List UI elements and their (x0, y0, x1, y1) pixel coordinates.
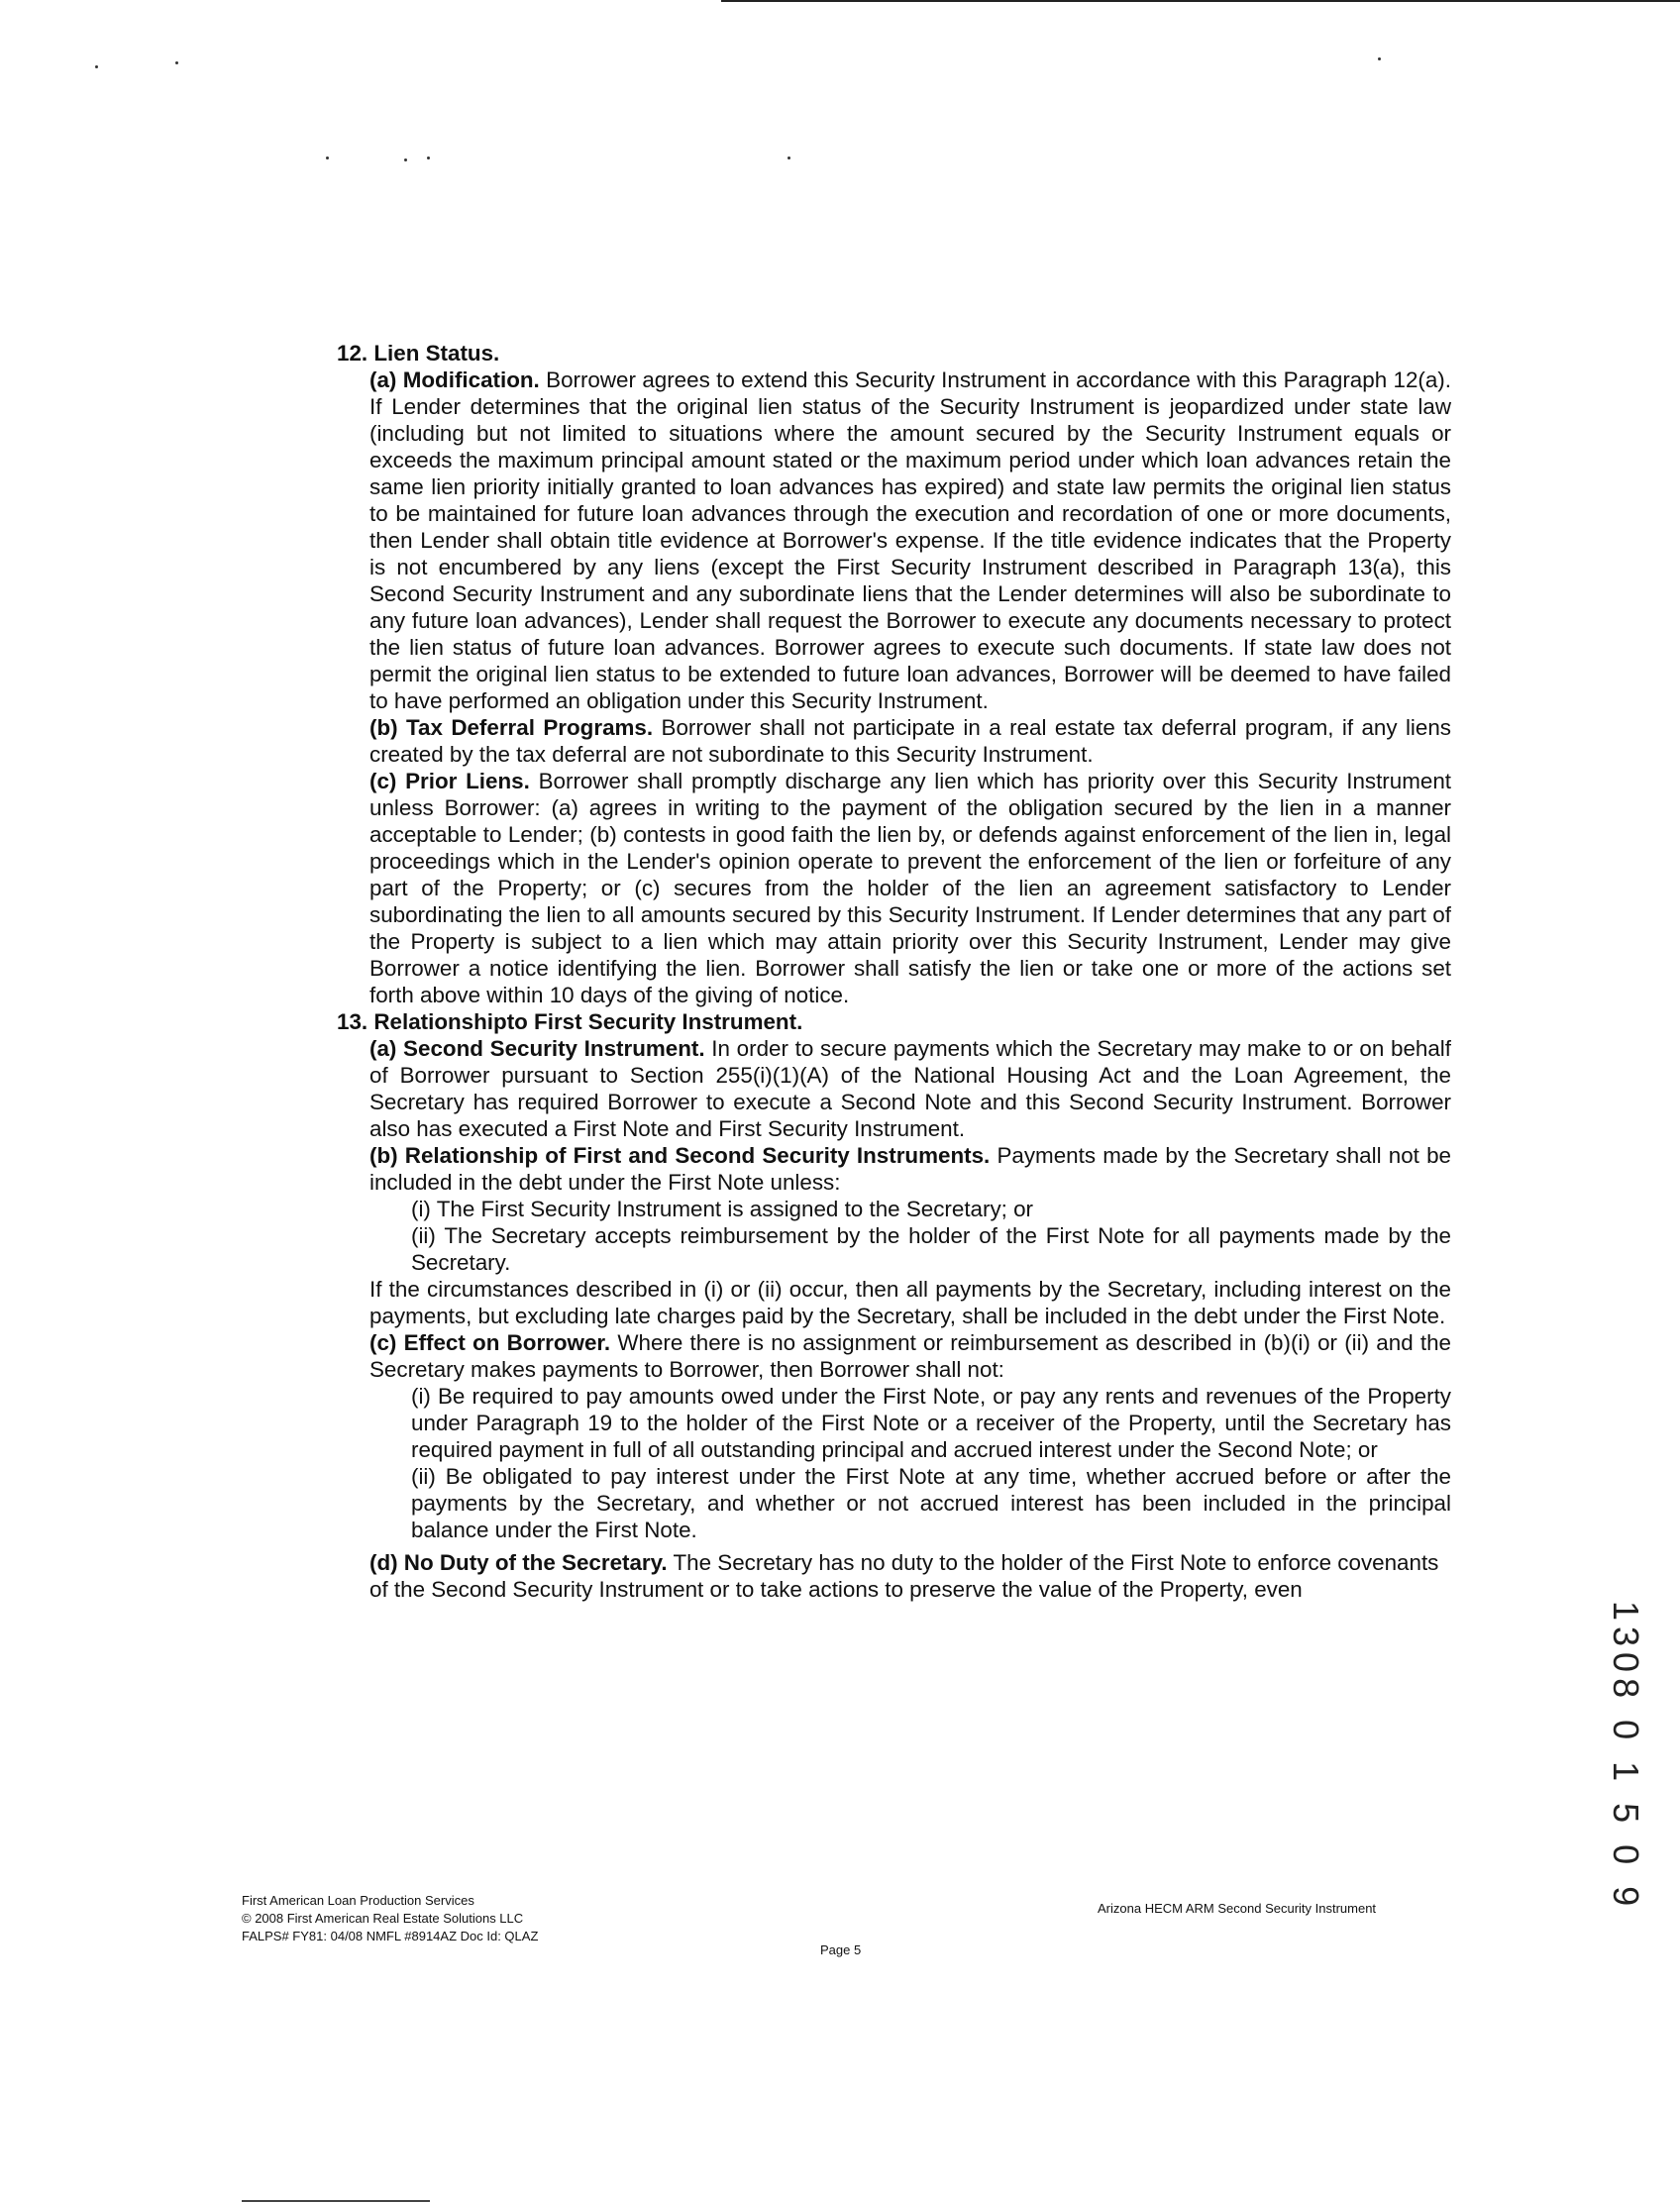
scan-edge-line (721, 0, 1680, 2)
section-13b-label: (b) Relationship of First and Second Security Instruments. (369, 1143, 991, 1168)
footer-doc-id: FALPS# FY81: 04/08 NMFL #8914AZ Doc Id: QLAZ (242, 1929, 539, 1943)
section-12a-label: (a) Modification. (369, 367, 540, 392)
section-13b (337, 1142, 1451, 1196)
section-12a-text: Borrower agrees to extend this Security Instrument in accordance with this Paragraph 12(a). If Lender determines that the original lien status of the Security Instrument is jeopardized under state law (including but not limited to situations where the amount secured by the Security Instrument equals or exceeds the maximum principal amount stated or the maximum period under which loan advances retain the same lien priority initially granted to loan advances has expired) and state law permits the original lien status to be maintained for future loan advances through the execution and recordation of one or more documents, then Lender shall obtain title evidence at Borrower's expense. If the title evidence indicates that the Property is not encumbered by any liens (except the First Security Instrument described in Paragraph 13(a), this Second Security Instrument and any subordinate liens that the Lender determines will also be subordinate to any future loan advances), Lender shall request the Borrower to execute any documents necessary to protect the lien status of future loan advances. Borrower agrees to execute such documents. If state law does not permit the original lien status to be extended to future loan advances, Borrower will be deemed to have failed to have performed an obligation under this Security Instrument. (369, 367, 1451, 713)
section-13d (337, 1549, 1439, 1603)
footer-left (242, 1892, 538, 1945)
scan-speck (95, 65, 98, 68)
scan-edge-line (242, 2200, 430, 2202)
section-12a (337, 367, 1451, 714)
section-13d-label: (d) No Duty of the Secretary. (369, 1550, 668, 1575)
section-13c-label: (c) Effect on Borrower. (369, 1330, 611, 1355)
section-13c-i: (i) Be required to pay amounts owed under the First Note, or pay any rents and revenues of the Property under Paragraph 19 to the holder of the First Note or a receiver of the Property, until the Secretary has required payment in full of all outstanding principal and accrued interest under the Second Note; or (411, 1384, 1451, 1462)
footer-doc-title: Arizona HECM ARM Second Security Instrument (1098, 1901, 1377, 1916)
footer-company: First American Loan Production Services (242, 1893, 474, 1908)
section-13d-text: The Secretary has no duty to the holder of the First Note to enforce covenants of the Second Security Instrument or to take actions to preserve the value of the Property, even (369, 1550, 1439, 1602)
section-13a (337, 1035, 1451, 1142)
side-recording-stamp: 1308 0 1 5 0 9 (1606, 1601, 1646, 1913)
page-number: Page 5 (820, 1942, 862, 1957)
section-13c (337, 1329, 1451, 1383)
scan-speck (427, 157, 430, 159)
section-13b-ii: (ii) The Secretary accepts reimbursement by the holder of the First Note for all payments made by the Secretary. (411, 1223, 1451, 1275)
section-12c (337, 768, 1451, 1008)
section-13b-text: Payments made by the Secretary shall not be included in the debt under the First Note unless: (369, 1143, 1451, 1195)
section-12b-label: (b) Tax Deferral Programs. (369, 715, 654, 740)
section-13c-ii: (ii) Be obligated to pay interest under the First Note at any time, whether accrued before or after the payments by the Secretary, and whether or not accrued interest has been included in the principal balance under the First Note. (411, 1464, 1451, 1542)
section-13b-after: If the circumstances described in (i) or (ii) occur, then all payments by the Secretary, including interest on the payments, but excluding late charges paid by the Secretary, shall be included in the debt under the First Note. (369, 1277, 1451, 1328)
section-13a-label: (a) Second Security Instrument. (369, 1036, 705, 1061)
document-body (337, 340, 1451, 1603)
section-13c-text: Where there is no assignment or reimbursement as described in (b)(i) or (ii) and the Secretary makes payments to Borrower, then Borrower shall not: (369, 1330, 1451, 1382)
section-12b (337, 714, 1451, 768)
scan-speck (404, 158, 407, 161)
section-12c-text: Borrower shall promptly discharge any lien which has priority over this Security Instrument unless Borrower: (a) agrees in writing to the payment of the obligation secured by the lien in a manner acceptable to Lender; (b) contests in good faith the lien by, or defends against enforcement of the lien in, legal proceedings which in the Lender's opinion operate to prevent the enforcement of the lien or forfeiture of any part of the Property; or (c) secures from the holder of the lien an agreement satisfactory to Lender subordinating the lien to all amounts secured by this Security Instrument. If Lender determines that any part of the Property is subject to a lien which may attain priority over this Security Instrument, Lender may give Borrower a notice identifying the lien. Borrower shall satisfy the lien or take one or more of the actions set forth above within 10 days of the giving of notice. (369, 769, 1451, 1007)
section-12b-text: Borrower shall not participate in a real estate tax deferral program, if any liens created by the tax deferral are not subordinate to this Security Instrument. (369, 715, 1451, 767)
scan-speck (175, 61, 178, 64)
section-13a-text: In order to secure payments which the Secretary may make to or on behalf of Borrower pursuant to Section 255(i)(1)(A) of the National Housing Act and the Loan Agreement, the Secretary has required Borrower to execute a Second Note and this Second Security Instrument. Borrower also has executed a First Note and First Security Instrument. (369, 1036, 1451, 1141)
section-12-heading: 12. Lien Status. (337, 341, 500, 366)
scan-speck (1378, 57, 1381, 60)
section-13b-i: (i) The First Security Instrument is assigned to the Secretary; or (411, 1197, 1033, 1221)
scan-speck (326, 157, 329, 159)
footer-copyright: © 2008 First American Real Estate Solutions LLC (242, 1911, 524, 1926)
scan-speck (788, 157, 790, 159)
section-12c-label: (c) Prior Liens. (369, 769, 530, 793)
section-13-heading: 13. Relationshipto First Security Instrument. (337, 1009, 803, 1034)
